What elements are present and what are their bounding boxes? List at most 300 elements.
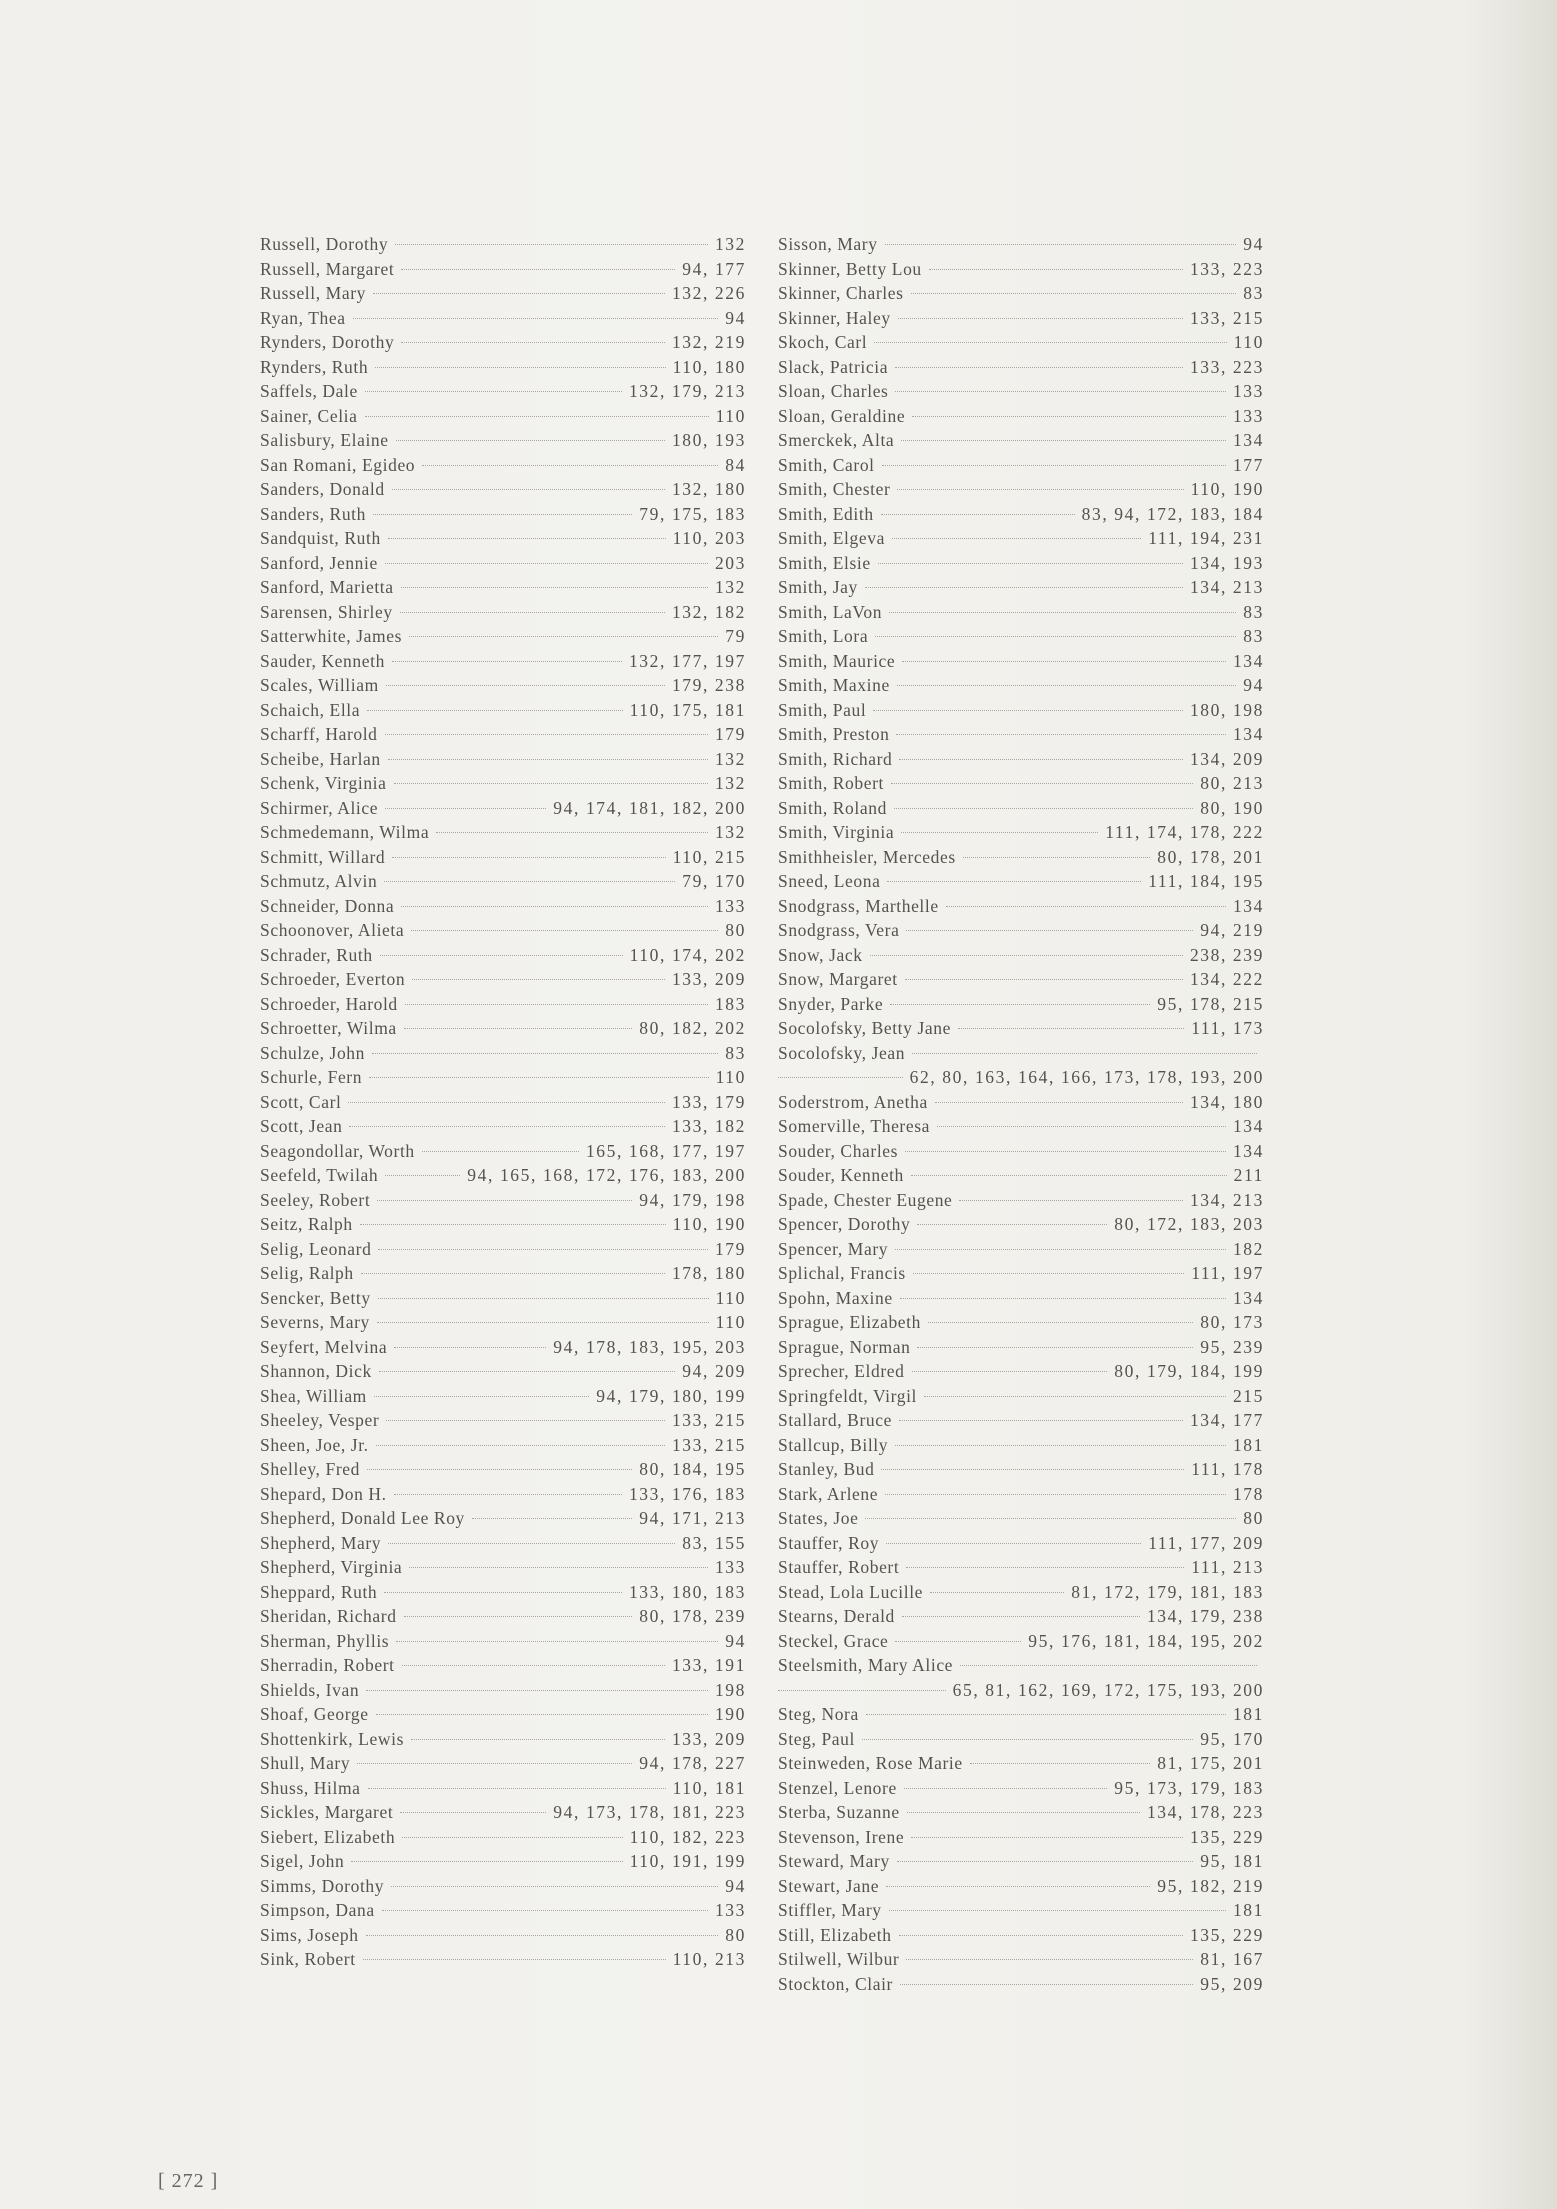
index-entry [260, 771, 746, 796]
entry-pages: 133 [1232, 405, 1264, 426]
index-entry [778, 649, 1264, 674]
dot-leader [401, 269, 675, 270]
dot-leader [874, 342, 1226, 343]
index-entry [260, 281, 746, 306]
entry-name: Shepard, Don H. [260, 1483, 387, 1504]
dot-leader [885, 244, 1237, 245]
index-entry [260, 453, 746, 478]
entry-name: Snow, Margaret [778, 969, 898, 989]
entry-pages: 133, 176, 183 [628, 1483, 746, 1504]
dot-leader [396, 1641, 718, 1642]
entry-name: Schmedemann, Wilma [260, 822, 430, 842]
dot-leader [401, 906, 708, 907]
dot-leader [899, 759, 1183, 760]
dot-leader [394, 1494, 622, 1495]
index-entry [778, 355, 1264, 380]
dot-leader [886, 1886, 1150, 1887]
dot-leader [875, 636, 1236, 637]
entry-pages: 110 [715, 1287, 746, 1308]
entry-name: Sarensen, Shirley [260, 601, 393, 622]
entry-name: Stanley, Bud [778, 1459, 875, 1479]
dot-leader [366, 1690, 708, 1691]
dot-leader [392, 489, 665, 490]
index-entry [260, 1286, 746, 1311]
entry-name: Severns, Mary [260, 1312, 370, 1332]
entry-pages: 133 [714, 895, 746, 916]
dot-leader [904, 1788, 1107, 1789]
dot-leader [391, 1886, 718, 1887]
index-entry [260, 355, 746, 380]
dot-leader [360, 1224, 666, 1225]
entry-name: Sherradin, Robert [260, 1655, 395, 1675]
entry-pages: 110, 174, 202 [629, 944, 746, 965]
dot-leader [935, 1102, 1183, 1103]
entry-name: Schroeder, Everton [260, 969, 406, 989]
dot-leader [901, 440, 1226, 441]
entry-name: Spencer, Dorothy [778, 1214, 911, 1234]
entry-name: Sisson, Mary [778, 234, 878, 254]
entry-pages: 132, 219 [671, 332, 746, 352]
entry-pages: 132 [714, 748, 746, 769]
dot-leader [422, 465, 718, 466]
dot-leader [892, 538, 1141, 539]
entry-name: Sheridan, Richard [260, 1606, 397, 1626]
index-entry [260, 1090, 746, 1115]
entry-name: Smith, Maurice [778, 650, 896, 671]
page-number: [ 272 ] [158, 2170, 219, 2192]
entry-name: Sprague, Elizabeth [778, 1312, 921, 1332]
entry-pages: 83, 94, 172, 183, 184 [1081, 503, 1264, 524]
entry-pages: 133, 215 [671, 1434, 746, 1455]
entry-pages: 135, 229 [1189, 1924, 1264, 1945]
entry-name: Schroeder, Harold [260, 993, 398, 1014]
index-entry [778, 1237, 1264, 1262]
index-entry [778, 1727, 1264, 1752]
entry-pages: 178 [1232, 1483, 1264, 1504]
index-entry [778, 1751, 1264, 1776]
entry-pages: 134, 193 [1189, 552, 1264, 573]
index-entry [778, 1139, 1264, 1164]
entry-pages: 133, 215 [1189, 307, 1264, 328]
entry-pages: 190 [714, 1704, 746, 1724]
index-entry [260, 869, 746, 894]
dot-leader [412, 979, 665, 980]
index-entry [260, 1457, 746, 1482]
index-entry [260, 943, 746, 968]
index-entry [778, 1702, 1264, 1727]
entry-name: Snow, Jack [778, 944, 863, 965]
entry-name: Simms, Dorothy [260, 1875, 385, 1896]
dot-leader [385, 808, 546, 809]
dot-leader [895, 391, 1225, 392]
index-entry [260, 918, 746, 943]
dot-leader [385, 563, 708, 564]
entry-pages: 134 [1232, 430, 1264, 450]
index-entry [778, 1825, 1264, 1850]
index-entry [260, 526, 746, 551]
dot-leader [865, 587, 1183, 588]
index-entry [778, 477, 1264, 502]
dot-leader [862, 1739, 1193, 1740]
dot-leader [887, 881, 1141, 882]
entry-pages: 81, 167 [1200, 1949, 1264, 1969]
entry-pages: 177 [1232, 454, 1264, 475]
entry-name: Smith, LaVon [778, 601, 883, 622]
entry-name: Sherman, Phyllis [260, 1630, 390, 1651]
entry-pages: 95, 239 [1200, 1336, 1264, 1357]
entry-name: Sickles, Margaret [260, 1802, 394, 1822]
entry-pages: 110, 190 [1190, 479, 1264, 499]
entry-name: Sheen, Joe, Jr. [260, 1434, 369, 1455]
dot-leader [369, 1077, 709, 1078]
entry-name: Scott, Carl [260, 1091, 342, 1112]
dot-leader [946, 906, 1226, 907]
entry-name: Steinweden, Rose Marie [778, 1753, 963, 1773]
index-entry-continuation [778, 1678, 1264, 1703]
entry-name: Shepherd, Donald Lee Roy [260, 1508, 465, 1528]
index-entry [778, 845, 1264, 870]
index-entry [260, 1702, 746, 1727]
entry-name: Socolofsky, Jean [778, 1042, 906, 1063]
entry-name: Stallard, Bruce [778, 1410, 892, 1430]
entry-pages: 134 [1232, 895, 1264, 916]
index-entry [778, 1874, 1264, 1899]
index-entry [778, 1580, 1264, 1605]
dot-leader [472, 1518, 632, 1519]
entry-name: Sprecher, Eldred [778, 1361, 905, 1381]
index-entry [778, 1972, 1264, 1997]
entry-pages: 111, 173 [1191, 1018, 1264, 1038]
entry-pages: 111, 194, 231 [1148, 528, 1264, 548]
entry-name: Snyder, Parke [778, 993, 884, 1014]
entry-pages: 110, 191, 199 [629, 1851, 746, 1871]
dot-leader [392, 857, 665, 858]
entry-pages: 133, 191 [671, 1655, 746, 1675]
dot-leader [937, 1126, 1226, 1127]
dot-leader [436, 832, 708, 833]
index-entry [778, 502, 1264, 527]
dot-leader [902, 1616, 1140, 1617]
index-entry [778, 1506, 1264, 1531]
entry-name: Still, Elizabeth [778, 1924, 892, 1945]
index-entry [778, 600, 1264, 625]
index-entry [260, 1310, 746, 1335]
index-entry [260, 1041, 746, 1066]
dot-leader [911, 1837, 1183, 1838]
dot-leader [379, 1371, 675, 1372]
index-entry [260, 1604, 746, 1629]
dot-leader [351, 1861, 622, 1862]
index-entry [260, 1555, 746, 1580]
dot-leader [899, 1420, 1183, 1421]
entry-name: Sloan, Geraldine [778, 405, 906, 426]
index-entry [260, 1629, 746, 1654]
index-entry [260, 1139, 746, 1164]
entry-pages: 95, 181 [1200, 1851, 1264, 1871]
index-entry [778, 1114, 1264, 1139]
entry-name: Shottenkirk, Lewis [260, 1728, 404, 1749]
entry-name: Seyfert, Melvina [260, 1336, 388, 1357]
dot-leader [400, 1812, 546, 1813]
index-entry [778, 526, 1264, 551]
entry-name: Russell, Margaret [260, 258, 395, 279]
index-entry [778, 330, 1264, 355]
dot-leader [881, 1469, 1184, 1470]
dot-leader [778, 1690, 946, 1691]
index-entry [778, 257, 1264, 282]
index-entry [778, 943, 1264, 968]
entry-pages: 110, 180 [672, 356, 746, 377]
index-entry [260, 747, 746, 772]
entry-name: Steg, Nora [778, 1704, 859, 1724]
dot-leader [385, 734, 708, 735]
entry-pages: 111, 197 [1191, 1263, 1264, 1283]
entry-name: Smith, Carol [778, 454, 875, 475]
index-entry [260, 1531, 746, 1556]
entry-pages: 134, 209 [1189, 748, 1264, 769]
entry-pages: 80 [725, 1924, 746, 1945]
dot-leader [368, 1788, 666, 1789]
index-entry [778, 747, 1264, 772]
index-entry [778, 1163, 1264, 1188]
entry-name: Stewart, Jane [778, 1875, 880, 1896]
entry-name: Smerckek, Alta [778, 430, 895, 450]
entry-name: Smith, Paul [778, 699, 867, 720]
entry-pages: 181 [1232, 1900, 1264, 1920]
entry-name: Sprague, Norman [778, 1336, 911, 1357]
entry-pages: 80, 190 [1200, 797, 1264, 818]
index-entry [260, 1212, 746, 1237]
index-entry [260, 1849, 746, 1874]
dot-leader [906, 1567, 1184, 1568]
dot-leader [897, 1861, 1193, 1862]
index-entry [260, 1580, 746, 1605]
dot-leader [363, 1959, 666, 1960]
dot-leader [870, 955, 1183, 956]
entry-name: Salisbury, Elaine [260, 430, 389, 450]
index-entry [778, 1482, 1264, 1507]
index-entry [260, 1727, 746, 1752]
entry-pages: 134, 180 [1189, 1091, 1264, 1112]
dot-leader [912, 1371, 1108, 1372]
entry-pages: 95, 178, 215 [1157, 993, 1264, 1014]
entry-name: Schulze, John [260, 1042, 366, 1063]
entry-name: Rynders, Dorothy [260, 332, 395, 352]
index-entry [778, 1555, 1264, 1580]
dot-leader [778, 1077, 903, 1078]
index-entry [778, 1898, 1264, 1923]
entry-pages: 110, 203 [672, 528, 746, 548]
dot-leader [392, 661, 622, 662]
entry-pages: 62, 80, 163, 164, 166, 173, 178, 193, 200 [909, 1067, 1264, 1087]
entry-pages: 179 [714, 724, 746, 744]
dot-leader [895, 1445, 1226, 1446]
entry-pages: 132, 177, 197 [628, 650, 746, 671]
entry-pages: 134 [1232, 650, 1264, 671]
entry-name: Simpson, Dana [260, 1900, 375, 1920]
entry-pages: 95, 176, 181, 184, 195, 202 [1028, 1630, 1264, 1651]
dot-leader [882, 465, 1226, 466]
index-entry [260, 1800, 746, 1825]
dot-leader [422, 1151, 579, 1152]
index-entry [260, 1898, 746, 1923]
entry-name: Sloan, Charles [778, 381, 889, 401]
entry-name: Skinner, Betty Lou [778, 258, 922, 279]
entry-name: Smith, Richard [778, 748, 893, 769]
index-entry [778, 1923, 1264, 1948]
dot-leader [377, 1322, 709, 1323]
entry-pages: 111, 184, 195 [1148, 871, 1264, 891]
entry-pages: 80, 178, 201 [1157, 846, 1264, 867]
dot-leader [411, 930, 718, 931]
index-entry [260, 698, 746, 723]
entry-pages: 132, 179, 213 [628, 381, 746, 401]
entry-name: Smith, Maxine [778, 675, 890, 695]
dot-leader [894, 808, 1193, 809]
entry-name: Scheibe, Harlan [260, 748, 381, 769]
entry-name: Schoonover, Alieta [260, 920, 405, 940]
index-entry [778, 869, 1264, 894]
entry-pages: 134 [1232, 1140, 1264, 1161]
dot-leader [907, 1812, 1140, 1813]
index-entry [778, 1261, 1264, 1286]
entry-name: Steckel, Grace [778, 1630, 889, 1651]
index-entry [260, 232, 746, 257]
entry-pages: 80, 172, 183, 203 [1114, 1214, 1264, 1234]
entry-name: Seeley, Robert [260, 1189, 371, 1210]
entry-pages: 211 [1233, 1165, 1264, 1185]
index-entry [778, 820, 1264, 845]
index-entry [778, 1016, 1264, 1041]
entry-name: Stauffer, Roy [778, 1532, 880, 1553]
entry-pages: 134, 178, 223 [1146, 1802, 1264, 1822]
index-entry [778, 771, 1264, 796]
entry-pages: 80, 178, 239 [639, 1606, 746, 1626]
entry-name: Sencker, Betty [260, 1287, 371, 1308]
index-entry [778, 1433, 1264, 1458]
dot-leader [917, 1347, 1193, 1348]
index-entry [260, 1408, 746, 1433]
entry-name: Selig, Ralph [260, 1263, 354, 1283]
entry-name: Stenzel, Lenore [778, 1777, 897, 1798]
entry-name: Smith, Virginia [778, 822, 895, 842]
entry-pages: 133 [1232, 381, 1264, 401]
entry-name: Smith, Lora [778, 626, 869, 646]
entry-pages: 94, 179, 198 [639, 1189, 746, 1210]
dot-leader [361, 1273, 665, 1274]
entry-pages: 110 [715, 1312, 746, 1332]
entry-name: Steward, Mary [778, 1851, 890, 1871]
entry-pages: 80, 213 [1200, 773, 1264, 793]
index-entry [778, 1947, 1264, 1972]
entry-pages: 215 [1232, 1385, 1264, 1406]
index-entry [778, 1212, 1264, 1237]
entry-pages: 94 [1243, 234, 1264, 254]
index-entry [260, 1482, 746, 1507]
entry-pages: 83 [725, 1042, 746, 1063]
dot-leader [878, 563, 1183, 564]
index-entry [260, 1947, 746, 1972]
entry-pages: 80 [1243, 1508, 1264, 1528]
dot-leader [895, 1249, 1226, 1250]
index-entry [778, 1849, 1264, 1874]
entry-name: Souder, Charles [778, 1140, 899, 1161]
entry-name: Sheeley, Vesper [260, 1410, 380, 1430]
entry-pages: 94, 174, 181, 182, 200 [553, 797, 746, 818]
index-entry [260, 967, 746, 992]
entry-name: Ryan, Thea [260, 307, 346, 328]
dot-leader [388, 538, 666, 539]
entry-name: Smith, Edith [778, 503, 874, 524]
dot-leader [897, 685, 1236, 686]
index-entry [260, 649, 746, 674]
index-entry [260, 379, 746, 404]
entry-name: Sheppard, Ruth [260, 1581, 378, 1602]
entry-pages: 133 [714, 1900, 746, 1920]
entry-pages: 134, 177 [1189, 1410, 1264, 1430]
entry-name: Stauffer, Robert [778, 1557, 900, 1577]
entry-pages: 132 [714, 234, 746, 254]
entry-name: Schenk, Virginia [260, 773, 387, 793]
entry-name: Siebert, Elizabeth [260, 1826, 396, 1847]
dot-leader [929, 269, 1183, 270]
entry-pages: 95, 173, 179, 183 [1114, 1777, 1264, 1798]
entry-name: Smith, Chester [778, 479, 891, 499]
entry-name: Schroetter, Wilma [260, 1018, 397, 1038]
entry-name: Socolofsky, Betty Jane [778, 1018, 951, 1038]
dot-leader [378, 1298, 709, 1299]
index-entry [778, 1408, 1264, 1433]
index-entry [260, 1237, 746, 1262]
index-entry [260, 428, 746, 453]
entry-pages: 94 [725, 1875, 746, 1896]
dot-leader [365, 416, 709, 417]
dot-leader [895, 1641, 1021, 1642]
index-entry [778, 1384, 1264, 1409]
entry-pages: 110, 182, 223 [629, 1826, 746, 1847]
dot-leader [404, 1028, 633, 1029]
dot-leader [375, 367, 665, 368]
dot-leader [963, 857, 1151, 858]
entry-pages: 132 [714, 773, 746, 793]
index-entry [260, 673, 746, 698]
entry-name: Sigel, John [260, 1851, 345, 1871]
entry-pages: 80, 173 [1200, 1312, 1264, 1332]
dot-leader [349, 1126, 665, 1127]
dot-leader [378, 1249, 708, 1250]
dot-leader [394, 783, 708, 784]
index-entry [260, 600, 746, 625]
entry-name: Smithheisler, Mercedes [778, 846, 956, 867]
entry-pages: 95, 209 [1200, 1973, 1264, 1994]
entry-pages: 94, 209 [682, 1361, 746, 1381]
entry-name: Russell, Dorothy [260, 234, 389, 254]
entry-name: Spade, Chester Eugene [778, 1189, 953, 1210]
index-entry [260, 1359, 746, 1384]
index-entry [260, 1065, 746, 1090]
index-entry [778, 428, 1264, 453]
dot-leader [897, 489, 1183, 490]
entry-pages: 179, 238 [671, 675, 746, 695]
dot-leader [353, 318, 719, 319]
entry-pages: 94, 219 [1200, 920, 1264, 940]
entry-pages: 110, 175, 181 [629, 699, 746, 720]
entry-name: Splichal, Francis [778, 1263, 906, 1283]
dot-leader [898, 318, 1183, 319]
entry-name: Shields, Ivan [260, 1679, 360, 1700]
index-entry [778, 1531, 1264, 1556]
index-entry [260, 257, 746, 282]
